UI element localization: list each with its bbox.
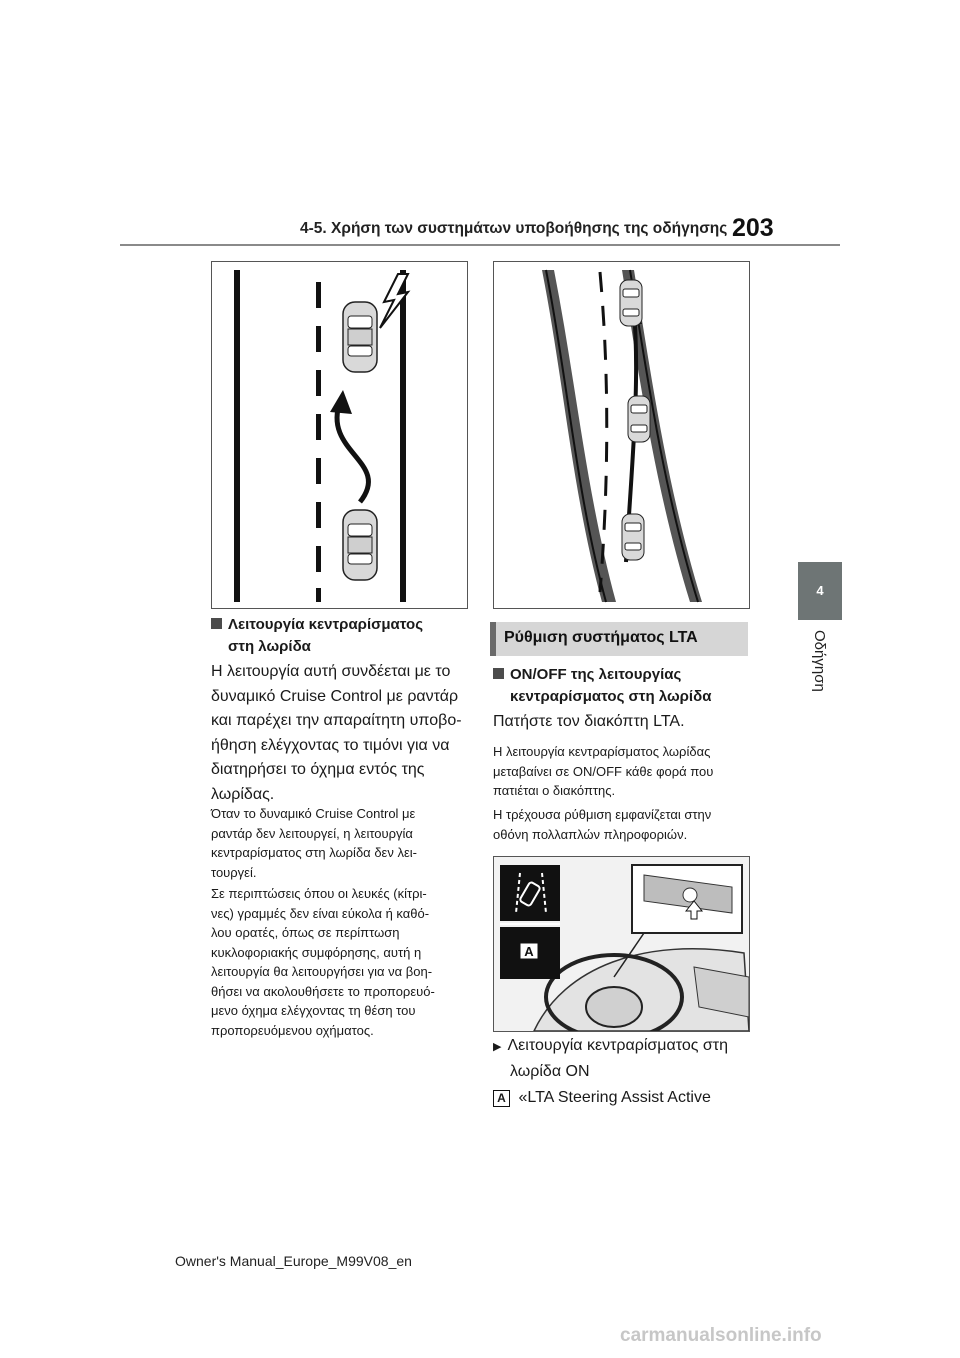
lane-wobble-illustration xyxy=(212,262,467,608)
dashboard-illustration xyxy=(494,857,749,1031)
bullet-square-icon xyxy=(493,668,504,679)
car-icon xyxy=(628,396,650,442)
on-off-heading: ON/OFF της λειτουργίας κεντραρίσματος στη λωρίδα xyxy=(493,664,753,708)
watermark-text: carmanualsonline.info xyxy=(620,1325,822,1346)
label-a-description: A «LTA Steering Assist Active xyxy=(493,1086,753,1111)
car-icon xyxy=(622,514,644,560)
label-a-box: A xyxy=(493,1090,510,1107)
chapter-label-text: Οδήγηση xyxy=(811,630,828,692)
car-icon xyxy=(343,510,377,580)
note-toggle: Η λειτουργία κεντραρίσματος λωρίδας μεταβαίνει σε ON/OFF κάθε φορά που πατιέται ο διακόπτης. xyxy=(493,744,714,798)
lane-centering-illustration xyxy=(494,262,749,608)
car-icon xyxy=(620,280,642,326)
section-title: 4-5. Χρήση των συστημάτων υποβοήθησης της οδήγησης xyxy=(300,220,728,237)
car-icon xyxy=(343,302,377,372)
lane-wobble-figure xyxy=(211,261,468,609)
header-rule xyxy=(120,244,840,246)
chapter-tab: 4 xyxy=(798,562,842,620)
lane-centering-paragraph: Η λειτουργία αυτή συνδέεται με το δυναμικό Cruise Control με ραντάρ και παρέχει την απαραίτητη υποβο- ήθηση ελέγχοντας το τιμόνι για να διατηρήσει το όχημα εντός της λωρίδας. xyxy=(211,663,462,803)
page-number: 203 xyxy=(732,214,774,242)
triangle-bullet-icon: ▶ xyxy=(493,1041,502,1053)
note-display: Η τρέχουσα ρύθμιση εμφανίζεται στην οθόνη πολλαπλών πληροφοριών. xyxy=(493,807,712,842)
lane-centering-heading: Λειτουργία κεντραρίσματος στη λωρίδα xyxy=(211,614,471,658)
section-heading: Ρύθμιση συστήματος LTA xyxy=(490,622,748,656)
result-text: ▶ Λειτουργία κεντραρίσματος στη λωρίδα ON xyxy=(493,1037,728,1080)
note-lane-lines: Σε περιπτώσεις όπου οι λευκές (κίτρι- νες) γραμμές δεν είναι εύκολα ή καθό- λου ορατές, όπως σε περίπτωση κυκλοφοριακής συμφόρησης, αυτή η λειτουργία θα λειτουργήσει για να βοη- θήσει να ακολουθήσετε το προπορευό- μενο όχημα ελέγχοντας τη θέση του προπορευόμενου οχήματος. xyxy=(211,886,435,1038)
bullet-square-icon xyxy=(211,618,222,629)
figure-label-a: A xyxy=(524,944,534,959)
instruction-text: Πατήστε τον διακόπτη LTA. xyxy=(493,713,685,730)
lane-centering-figure xyxy=(493,261,750,609)
dashboard-figure xyxy=(493,856,750,1032)
footer-text: Owner's Manual_Europe_M99V08_en xyxy=(175,1253,412,1269)
chapter-label xyxy=(810,630,830,710)
note-cruise-control: Όταν το δυναμικό Cruise Control με ραντάρ δεν λειτουργεί, η λειτουργία κεντραρίσματος στη λωρίδα δεν λει- τουργεί. xyxy=(211,806,417,880)
